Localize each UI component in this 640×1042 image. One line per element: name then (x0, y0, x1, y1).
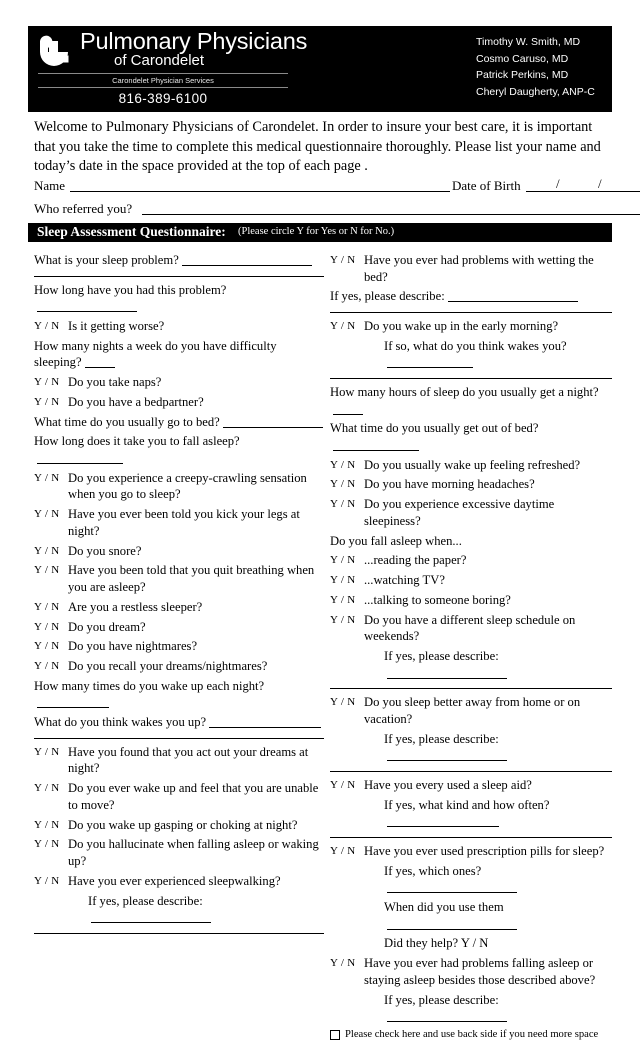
yes-no-question[interactable] (34, 744, 324, 777)
practice-phone: 816-389-6100 (118, 91, 208, 106)
yes-no-question[interactable] (330, 496, 612, 529)
question-text: If yes, which ones? (384, 863, 612, 896)
answer-input[interactable] (387, 1009, 507, 1022)
question-text: What time do you usually get out of bed? (330, 420, 612, 453)
question-text: Do you have morning headaches? (364, 477, 535, 492)
yes-no-toggle[interactable]: Y / N (34, 782, 60, 795)
question-text: Have you been told that you quit breathing when you are asleep? (68, 563, 315, 594)
question-text: How many nights a week do you have difficulty sleeping? (34, 338, 277, 370)
pulmonary-cross-logo-icon (36, 32, 76, 72)
yes-no-toggle[interactable]: Y / N (330, 458, 356, 471)
question-text: What is your sleep problem? (34, 252, 324, 269)
question-text: When did you use them (384, 899, 612, 932)
answer-input[interactable] (223, 415, 323, 428)
physician-name: Cosmo Caruso, MD (476, 52, 569, 65)
yes-no-toggle[interactable]: Y / N (330, 478, 356, 491)
question-text: ...talking to someone boring? (364, 592, 511, 607)
question-row (330, 797, 612, 830)
question-text: Do you take naps? (68, 375, 162, 390)
physician-name: Timothy W. Smith, MD (476, 36, 581, 48)
brand-subtitle: of Carondelet (114, 52, 205, 69)
question-text: If yes, please describe: (330, 288, 612, 305)
answer-input[interactable] (91, 910, 211, 923)
write-in-rule[interactable] (34, 738, 324, 739)
question-text: Did they help? Y / N (384, 936, 489, 951)
question-text: Do you experience a creepy-crawling sensation when you go to sleep? (68, 470, 307, 502)
question-row (34, 338, 324, 371)
question-text: How many times do you wake up each night? (34, 678, 324, 711)
yes-no-toggle[interactable]: Y / N (330, 778, 356, 791)
question-row (330, 899, 612, 932)
question-row (330, 288, 612, 305)
question-row (330, 863, 612, 896)
write-in-rule[interactable] (34, 276, 324, 277)
write-in-rule[interactable] (330, 771, 612, 772)
question-row (34, 282, 324, 315)
yes-no-toggle[interactable]: Y / N (34, 745, 60, 758)
question-text: Have you ever used prescription pills for sleep? (364, 843, 605, 858)
brand-title: Pulmonary Physicians (80, 28, 308, 54)
yes-no-question[interactable] (34, 619, 324, 636)
question-text: Do you experience excessive daytime sleepiness? (364, 497, 555, 528)
yes-no-toggle[interactable]: Y / N (34, 544, 60, 557)
question-text: Have you every used a sleep aid? (364, 777, 532, 792)
date-of-birth-label: Date of Birth (452, 178, 521, 193)
question-text: Do you usually wake up feeling refreshed? (364, 457, 581, 472)
answer-input[interactable] (85, 355, 115, 368)
yes-no-question[interactable] (330, 694, 612, 727)
question-text: How long does it take you to fall asleep? (34, 433, 324, 466)
yes-no-question[interactable] (330, 592, 612, 609)
yes-no-question[interactable] (34, 817, 324, 834)
question-row (330, 648, 612, 681)
yes-no-question[interactable] (330, 777, 612, 794)
yes-no-toggle[interactable]: Y / N (34, 395, 60, 408)
referred-by-label: Who referred you? (34, 201, 133, 216)
yes-no-question[interactable] (34, 638, 324, 655)
write-in-rule[interactable] (330, 378, 612, 379)
yes-no-question[interactable] (330, 318, 612, 335)
question-text: Do you wake up gasping or choking at night? (68, 817, 298, 832)
yes-no-question[interactable] (34, 506, 324, 539)
question-text: Do you hallucinate when falling asleep or waking up? (68, 837, 319, 868)
question-row (330, 992, 612, 1025)
yes-no-toggle[interactable]: Y / N (330, 613, 356, 626)
physician-name: Patrick Perkins, MD (476, 69, 569, 81)
yes-no-toggle[interactable]: Y / N (330, 498, 356, 511)
yes-no-toggle[interactable]: Y / N (330, 319, 356, 332)
question-text: Do you have a different sleep schedule on weekends? (364, 612, 576, 644)
yes-no-toggle[interactable]: Y / N (330, 254, 356, 266)
question-text: If yes, please describe: (88, 893, 324, 926)
yes-no-toggle[interactable]: Y / N (34, 660, 60, 673)
question-row (330, 420, 612, 453)
question-text: Do you recall your dreams/nightmares? (68, 659, 268, 674)
more-space-checkbox-row[interactable] (330, 1028, 612, 1042)
referred-by-input[interactable] (142, 198, 640, 215)
write-in-rule[interactable] (330, 837, 612, 838)
question-text: Have you ever had problems with wetting the bed? (364, 253, 594, 284)
write-in-rule[interactable] (330, 688, 612, 689)
answer-input[interactable] (387, 355, 473, 368)
yes-no-toggle[interactable]: Y / N (330, 574, 356, 587)
write-in-rule[interactable] (330, 312, 612, 313)
yes-no-toggle[interactable]: Y / N (330, 696, 356, 709)
yes-no-question[interactable] (330, 252, 612, 285)
questionnaire-right-column (330, 252, 612, 1042)
yes-no-question[interactable] (34, 318, 324, 335)
yes-no-question[interactable] (34, 599, 324, 616)
yes-no-question[interactable] (34, 562, 324, 595)
yes-no-question[interactable] (34, 658, 324, 675)
yes-no-toggle[interactable]: Y / N (330, 593, 356, 606)
referral-row (34, 198, 610, 218)
yes-no-question[interactable] (34, 543, 324, 560)
question-row (34, 414, 324, 431)
yes-no-toggle[interactable]: Y / N (330, 554, 356, 567)
physician-list (476, 34, 595, 100)
question-text: Have you ever experienced sleepwalking? (68, 873, 281, 888)
section-instructions: (Please circle Y for Yes or N for No.) (238, 226, 395, 237)
yes-no-question[interactable] (34, 780, 324, 813)
questionnaire-left-column (34, 252, 324, 939)
yes-no-question[interactable] (330, 843, 612, 860)
question-text: If yes, what kind and how often? (384, 797, 612, 830)
name-input[interactable] (70, 175, 450, 192)
answer-input[interactable] (333, 402, 363, 415)
date-of-birth-input[interactable] (526, 175, 640, 192)
answer-input[interactable] (37, 695, 109, 708)
yes-no-toggle[interactable]: Y / N (34, 620, 60, 633)
yes-no-toggle[interactable]: Y / N (34, 600, 60, 613)
checkbox-icon[interactable] (330, 1030, 340, 1040)
question-text: If yes, please describe: (384, 731, 612, 764)
question-text: Do you ever wake up and feel that you are unable to move? (68, 781, 319, 812)
question-text: Do you wake up in the early morning? (364, 318, 559, 333)
question-text: Have you ever had problems falling asleep or staying asleep besides those described above? (364, 956, 596, 987)
answer-input[interactable] (387, 814, 499, 827)
answer-input[interactable] (387, 917, 517, 930)
yes-no-toggle[interactable]: Y / N (34, 508, 60, 521)
question-text: Are you a restless sleeper? (68, 599, 203, 614)
answer-input[interactable] (209, 715, 321, 728)
question-text: Is it getting worse? (68, 318, 165, 333)
question-text: Do you snore? (68, 543, 142, 558)
question-text: Have you found that you act out your dreams at night? (68, 744, 309, 776)
answer-input[interactable] (37, 451, 123, 464)
answer-input[interactable] (387, 880, 517, 893)
yes-no-toggle[interactable]: Y / N (34, 471, 60, 484)
question-row (34, 893, 324, 926)
question-row (34, 714, 324, 731)
question-text: If so, what do you think wakes you? (384, 338, 612, 371)
yes-no-question[interactable] (34, 470, 324, 503)
write-in-rule[interactable] (34, 933, 324, 934)
yes-no-toggle[interactable]: Y / N (330, 957, 356, 970)
question-text: What time do you usually go to bed? (34, 414, 324, 431)
question-text: ...reading the paper? (364, 553, 467, 568)
practice-header (28, 26, 612, 112)
question-text: Do you have nightmares? (68, 639, 198, 654)
yes-no-toggle[interactable]: Y / N (34, 874, 60, 887)
yes-no-question[interactable] (34, 873, 324, 890)
answer-input[interactable] (333, 438, 419, 451)
name-label: Name (34, 178, 66, 193)
question-text: How many hours of sleep do you usually get a night? (330, 384, 612, 417)
question-text: If yes, please describe: (384, 648, 612, 681)
yes-no-toggle[interactable]: Y / N (34, 564, 60, 577)
question-row (330, 338, 612, 371)
question-row (34, 252, 324, 269)
question-text: Do you have a bedpartner? (68, 394, 204, 409)
question-text: How long have you had this problem? (34, 282, 324, 315)
answer-input[interactable] (387, 666, 507, 679)
physician-name: Cheryl Daugherty, ANP-C (476, 85, 595, 98)
question-text: If yes, please describe: (384, 992, 612, 1025)
brand-services-line: Carondelet Physician Services (112, 76, 214, 85)
header-rule-bottom (38, 87, 288, 88)
answer-input[interactable] (387, 748, 507, 761)
section-title: Sleep Assessment Questionnaire: (37, 224, 226, 239)
welcome-paragraph: Welcome to Pulmonary Physicians of Carondelet. In order to insure your best care, it is important that you take the time to complete this medical questionnaire thoroughly. Please list your name and today’s date in the space provided at the top of each page . (34, 119, 601, 174)
question-text: What do you think wakes you up? (34, 714, 324, 731)
yes-no-question[interactable] (330, 457, 612, 474)
question-row (330, 384, 612, 417)
question-row (330, 935, 612, 952)
yes-no-question[interactable] (330, 572, 612, 589)
yes-no-toggle[interactable]: Y / N (34, 376, 60, 389)
answer-input[interactable] (37, 299, 137, 312)
question-text: Have you ever been told you kick your legs at night? (68, 507, 300, 538)
yes-no-question[interactable] (330, 476, 612, 493)
question-text: Do you fall asleep when... (330, 533, 462, 548)
answer-input[interactable] (182, 253, 312, 266)
more-space-label: Please check here and use back side if you need more space (345, 1028, 599, 1040)
yes-no-question[interactable] (330, 612, 612, 645)
question-row (34, 433, 324, 466)
question-row (330, 533, 612, 550)
question-text: Do you sleep better away from home or on vacation? (364, 695, 581, 726)
yes-no-toggle[interactable]: Y / N (330, 844, 356, 857)
dob-slash: / (598, 176, 602, 191)
yes-no-question[interactable] (34, 374, 324, 391)
yes-no-toggle[interactable]: Y / N (34, 838, 60, 851)
yes-no-question[interactable] (34, 394, 324, 411)
question-text: Do you dream? (68, 619, 146, 634)
yes-no-toggle[interactable]: Y / N (34, 818, 60, 831)
yes-no-question[interactable] (34, 836, 324, 869)
yes-no-toggle[interactable]: Y / N (34, 640, 60, 653)
yes-no-question[interactable] (330, 552, 612, 569)
dob-slash: / (556, 176, 560, 191)
question-text: ...watching TV? (364, 573, 445, 588)
answer-input[interactable] (448, 289, 578, 302)
name-dob-row (34, 175, 610, 195)
yes-no-question[interactable] (330, 955, 612, 988)
yes-no-toggle[interactable]: Y / N (34, 319, 60, 332)
section-header-bar (28, 223, 612, 242)
question-row (330, 731, 612, 764)
question-row (34, 678, 324, 711)
